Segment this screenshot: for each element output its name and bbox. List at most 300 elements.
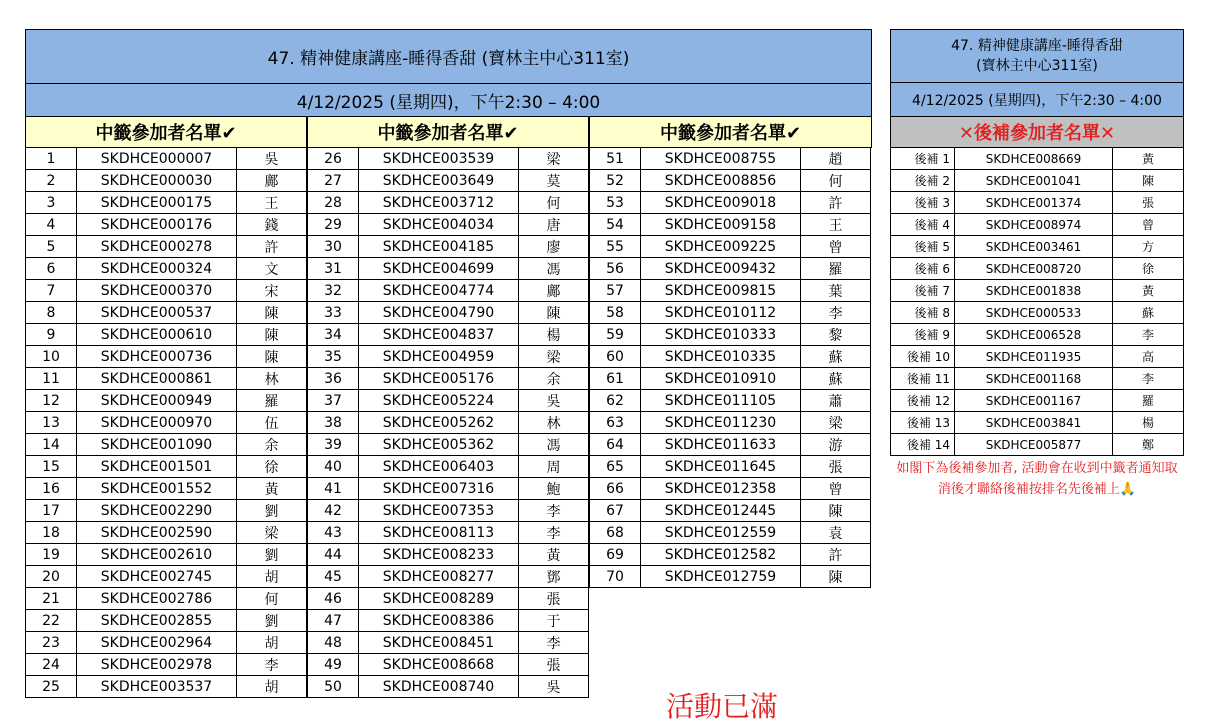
event-date: 4/12/2025 (星期四)，下午2:30 – 4:00 <box>25 84 872 117</box>
table-row <box>890 302 1184 324</box>
member-surname: 黎 <box>801 324 871 346</box>
member-id: SKDHCE011105 <box>641 390 801 412</box>
table-row <box>890 258 1184 280</box>
member-surname: 陳 <box>237 324 307 346</box>
member-id: SKDHCE011633 <box>641 434 801 456</box>
member-surname: 羅 <box>801 258 871 280</box>
member-surname: 游 <box>801 434 871 456</box>
table-row <box>890 324 1184 346</box>
member-id: SKDHCE000030 <box>77 170 237 192</box>
member-id: SKDHCE005362 <box>359 434 519 456</box>
table-row <box>589 280 871 302</box>
member-surname: 劉 <box>237 544 307 566</box>
member-surname: 蕭 <box>801 390 871 412</box>
table-row <box>25 368 307 390</box>
member-surname: 吳 <box>237 148 307 170</box>
row-number: 14 <box>25 434 77 456</box>
member-id: SKDHCE000007 <box>77 148 237 170</box>
row-number: 7 <box>25 280 77 302</box>
member-id: SKDHCE012445 <box>641 500 801 522</box>
table-row <box>307 280 589 302</box>
table-row <box>589 544 871 566</box>
table-row <box>890 412 1184 434</box>
member-id: SKDHCE003539 <box>359 148 519 170</box>
member-surname: 楊 <box>519 324 589 346</box>
waitlist-rank: 後補 10 <box>890 346 955 368</box>
member-surname: 胡 <box>237 632 307 654</box>
member-surname: 陳 <box>237 302 307 324</box>
row-number: 38 <box>307 412 359 434</box>
table-row <box>25 654 307 676</box>
table-row <box>307 566 589 588</box>
member-id: SKDHCE001167 <box>955 390 1113 412</box>
table-row <box>307 324 589 346</box>
member-surname: 余 <box>519 368 589 390</box>
member-id: SKDHCE000176 <box>77 214 237 236</box>
waitlist-rank: 後補 2 <box>890 170 955 192</box>
table-row <box>25 522 307 544</box>
table-row <box>589 302 871 324</box>
table-row <box>25 302 307 324</box>
table-row <box>307 346 589 368</box>
member-surname: 梁 <box>237 522 307 544</box>
member-surname: 鮑 <box>519 478 589 500</box>
member-surname: 錢 <box>237 214 307 236</box>
table-row <box>25 324 307 346</box>
table-row <box>307 544 589 566</box>
row-number: 35 <box>307 346 359 368</box>
member-id: SKDHCE000324 <box>77 258 237 280</box>
table-row <box>589 522 871 544</box>
row-number: 44 <box>307 544 359 566</box>
waitlist-rank: 後補 5 <box>890 236 955 258</box>
member-id: SKDHCE001838 <box>955 280 1113 302</box>
member-surname: 徐 <box>237 456 307 478</box>
member-id: SKDHCE007316 <box>359 478 519 500</box>
row-number: 64 <box>589 434 641 456</box>
table-row <box>589 478 871 500</box>
table-row <box>589 192 871 214</box>
table-row <box>307 588 589 610</box>
winners-grid <box>25 117 872 723</box>
member-id: SKDHCE012358 <box>641 478 801 500</box>
table-row <box>25 148 307 170</box>
member-surname: 許 <box>801 544 871 566</box>
winners-column-1 <box>25 148 307 698</box>
member-surname: 梁 <box>519 148 589 170</box>
table-row <box>307 368 589 390</box>
member-surname: 劉 <box>237 610 307 632</box>
winners-column-3 <box>589 148 871 588</box>
row-number: 47 <box>307 610 359 632</box>
row-number: 13 <box>25 412 77 434</box>
member-surname: 鄺 <box>519 280 589 302</box>
member-surname: 廖 <box>519 236 589 258</box>
table-row <box>25 434 307 456</box>
member-id: SKDHCE002745 <box>77 566 237 588</box>
member-surname: 高 <box>1113 346 1184 368</box>
waitlist-rank: 後補 9 <box>890 324 955 346</box>
member-surname: 袁 <box>801 522 871 544</box>
row-number: 67 <box>589 500 641 522</box>
member-id: SKDHCE000175 <box>77 192 237 214</box>
member-surname: 宋 <box>237 280 307 302</box>
member-id: SKDHCE002855 <box>77 610 237 632</box>
row-number: 15 <box>25 456 77 478</box>
table-row <box>25 236 307 258</box>
member-id: SKDHCE009018 <box>641 192 801 214</box>
row-number: 1 <box>25 148 77 170</box>
row-number: 63 <box>589 412 641 434</box>
table-row <box>307 478 589 500</box>
member-surname: 方 <box>1113 236 1184 258</box>
row-number: 16 <box>25 478 77 500</box>
table-row <box>25 610 307 632</box>
member-id: SKDHCE000861 <box>77 368 237 390</box>
member-surname: 吳 <box>519 676 589 698</box>
member-id: SKDHCE005176 <box>359 368 519 390</box>
member-id: SKDHCE001041 <box>955 170 1113 192</box>
table-row <box>307 676 589 698</box>
member-surname: 李 <box>1113 324 1184 346</box>
row-number: 49 <box>307 654 359 676</box>
table-row <box>307 632 589 654</box>
member-id: SKDHCE003461 <box>955 236 1113 258</box>
row-number: 59 <box>589 324 641 346</box>
member-id: SKDHCE006403 <box>359 456 519 478</box>
member-id: SKDHCE009225 <box>641 236 801 258</box>
member-surname: 張 <box>1113 192 1184 214</box>
table-row <box>589 258 871 280</box>
member-id: SKDHCE008451 <box>359 632 519 654</box>
member-surname: 李 <box>519 522 589 544</box>
table-row <box>589 148 871 170</box>
table-row <box>25 588 307 610</box>
member-surname: 唐 <box>519 214 589 236</box>
waitlist-rank: 後補 12 <box>890 390 955 412</box>
column-header-1: 中籤參加者名單✔ <box>25 117 307 148</box>
member-id: SKDHCE008113 <box>359 522 519 544</box>
table-row <box>25 214 307 236</box>
member-surname: 吳 <box>519 390 589 412</box>
member-id: SKDHCE001090 <box>77 434 237 456</box>
table-row <box>25 390 307 412</box>
row-number: 52 <box>589 170 641 192</box>
member-id: SKDHCE000970 <box>77 412 237 434</box>
member-id: SKDHCE000610 <box>77 324 237 346</box>
table-row <box>25 566 307 588</box>
member-surname: 羅 <box>237 390 307 412</box>
table-row <box>25 346 307 368</box>
member-surname: 文 <box>237 258 307 280</box>
table-row <box>890 192 1184 214</box>
row-number: 32 <box>307 280 359 302</box>
waitlist-title-line1: 47. 精神健康講座-睡得香甜 <box>951 38 1123 54</box>
table-row <box>589 346 871 368</box>
waitlist-rank: 後補 1 <box>890 148 955 170</box>
member-surname: 張 <box>519 588 589 610</box>
table-row <box>25 500 307 522</box>
row-number: 23 <box>25 632 77 654</box>
row-number: 27 <box>307 170 359 192</box>
row-number: 17 <box>25 500 77 522</box>
row-number: 40 <box>307 456 359 478</box>
member-id: SKDHCE008668 <box>359 654 519 676</box>
member-id: SKDHCE011645 <box>641 456 801 478</box>
table-row <box>307 236 589 258</box>
member-surname: 胡 <box>237 566 307 588</box>
table-row <box>25 478 307 500</box>
table-row <box>589 566 871 588</box>
member-id: SKDHCE006528 <box>955 324 1113 346</box>
member-surname: 梁 <box>519 346 589 368</box>
member-id: SKDHCE004185 <box>359 236 519 258</box>
row-number: 19 <box>25 544 77 566</box>
member-id: SKDHCE008289 <box>359 588 519 610</box>
row-number: 42 <box>307 500 359 522</box>
row-number: 62 <box>589 390 641 412</box>
member-id: SKDHCE002610 <box>77 544 237 566</box>
table-row <box>25 412 307 434</box>
row-number: 6 <box>25 258 77 280</box>
row-number: 29 <box>307 214 359 236</box>
member-surname: 鄺 <box>237 170 307 192</box>
row-number: 50 <box>307 676 359 698</box>
waitlist-table <box>890 148 1184 456</box>
row-number: 30 <box>307 236 359 258</box>
event-full-notice: 活動已滿 <box>666 690 779 723</box>
member-surname: 王 <box>237 192 307 214</box>
member-id: SKDHCE008974 <box>955 214 1113 236</box>
row-number: 10 <box>25 346 77 368</box>
table-row <box>307 610 589 632</box>
table-row <box>890 346 1184 368</box>
member-surname: 羅 <box>1113 390 1184 412</box>
member-id: SKDHCE004959 <box>359 346 519 368</box>
member-surname: 伍 <box>237 412 307 434</box>
waitlist-title-line2: (寶林主中心311室) <box>976 58 1098 74</box>
table-row <box>589 170 871 192</box>
event-title: 47. 精神健康講座-睡得香甜 (寶林主中心311室) <box>25 29 872 84</box>
member-surname: 馮 <box>519 258 589 280</box>
member-surname: 梁 <box>801 412 871 434</box>
member-surname: 曾 <box>801 478 871 500</box>
row-number: 60 <box>589 346 641 368</box>
member-surname: 陳 <box>801 500 871 522</box>
row-number: 8 <box>25 302 77 324</box>
table-row <box>307 258 589 280</box>
member-surname: 曾 <box>801 236 871 258</box>
member-id: SKDHCE009432 <box>641 258 801 280</box>
table-row <box>307 522 589 544</box>
table-row <box>589 390 871 412</box>
member-surname: 林 <box>519 412 589 434</box>
row-number: 66 <box>589 478 641 500</box>
member-id: SKDHCE000736 <box>77 346 237 368</box>
member-surname: 陳 <box>237 346 307 368</box>
member-surname: 張 <box>519 654 589 676</box>
row-number: 69 <box>589 544 641 566</box>
row-number: 39 <box>307 434 359 456</box>
member-id: SKDHCE003712 <box>359 192 519 214</box>
member-id: SKDHCE012559 <box>641 522 801 544</box>
member-id: SKDHCE003841 <box>955 412 1113 434</box>
member-surname: 黃 <box>519 544 589 566</box>
row-number: 57 <box>589 280 641 302</box>
row-number: 61 <box>589 368 641 390</box>
member-surname: 李 <box>1113 368 1184 390</box>
member-surname: 劉 <box>237 500 307 522</box>
table-row <box>307 214 589 236</box>
table-row <box>307 456 589 478</box>
member-surname: 于 <box>519 610 589 632</box>
member-surname: 李 <box>237 654 307 676</box>
table-row <box>307 302 589 324</box>
member-id: SKDHCE010333 <box>641 324 801 346</box>
row-number: 55 <box>589 236 641 258</box>
row-number: 45 <box>307 566 359 588</box>
member-id: SKDHCE003649 <box>359 170 519 192</box>
member-surname: 黃 <box>237 478 307 500</box>
member-id: SKDHCE002964 <box>77 632 237 654</box>
table-row <box>589 456 871 478</box>
member-id: SKDHCE002786 <box>77 588 237 610</box>
table-row <box>307 412 589 434</box>
member-id: SKDHCE002590 <box>77 522 237 544</box>
member-surname: 陳 <box>801 566 871 588</box>
member-id: SKDHCE009158 <box>641 214 801 236</box>
row-number: 12 <box>25 390 77 412</box>
table-row <box>890 236 1184 258</box>
member-id: SKDHCE000370 <box>77 280 237 302</box>
member-id: SKDHCE003537 <box>77 676 237 698</box>
table-row <box>307 192 589 214</box>
row-number: 48 <box>307 632 359 654</box>
member-surname: 徐 <box>1113 258 1184 280</box>
member-id: SKDHCE000537 <box>77 302 237 324</box>
member-id: SKDHCE010112 <box>641 302 801 324</box>
row-number: 3 <box>25 192 77 214</box>
member-surname: 李 <box>519 500 589 522</box>
row-number: 51 <box>589 148 641 170</box>
member-id: SKDHCE008233 <box>359 544 519 566</box>
member-surname: 黃 <box>1113 280 1184 302</box>
member-surname: 莫 <box>519 170 589 192</box>
member-surname: 余 <box>237 434 307 456</box>
table-row <box>890 434 1184 456</box>
member-id: SKDHCE000533 <box>955 302 1113 324</box>
member-id: SKDHCE007353 <box>359 500 519 522</box>
waitlist-rank: 後補 3 <box>890 192 955 214</box>
row-number: 34 <box>307 324 359 346</box>
member-surname: 李 <box>801 302 871 324</box>
table-row <box>307 434 589 456</box>
member-surname: 王 <box>801 214 871 236</box>
member-surname: 鄭 <box>1113 434 1184 456</box>
member-surname: 蘇 <box>801 346 871 368</box>
table-row <box>307 170 589 192</box>
member-id: SKDHCE002290 <box>77 500 237 522</box>
member-surname: 何 <box>801 170 871 192</box>
member-id: SKDHCE005224 <box>359 390 519 412</box>
row-number: 33 <box>307 302 359 324</box>
table-row <box>25 258 307 280</box>
member-id: SKDHCE010335 <box>641 346 801 368</box>
member-surname: 許 <box>801 192 871 214</box>
table-row <box>307 390 589 412</box>
waitlist-rank: 後補 6 <box>890 258 955 280</box>
member-id: SKDHCE005262 <box>359 412 519 434</box>
table-row <box>890 148 1184 170</box>
member-id: SKDHCE011230 <box>641 412 801 434</box>
member-id: SKDHCE008669 <box>955 148 1113 170</box>
member-surname: 周 <box>519 456 589 478</box>
member-surname: 陳 <box>519 302 589 324</box>
row-number: 65 <box>589 456 641 478</box>
member-id: SKDHCE012582 <box>641 544 801 566</box>
member-surname: 馮 <box>519 434 589 456</box>
member-id: SKDHCE011935 <box>955 346 1113 368</box>
member-id: SKDHCE002978 <box>77 654 237 676</box>
row-number: 25 <box>25 676 77 698</box>
table-row <box>589 214 871 236</box>
member-surname: 楊 <box>1113 412 1184 434</box>
row-number: 56 <box>589 258 641 280</box>
member-id: SKDHCE001552 <box>77 478 237 500</box>
row-number: 21 <box>25 588 77 610</box>
row-number: 18 <box>25 522 77 544</box>
member-surname: 許 <box>237 236 307 258</box>
member-surname: 何 <box>237 588 307 610</box>
winners-column-2 <box>307 148 589 698</box>
member-id: SKDHCE008740 <box>359 676 519 698</box>
member-id: SKDHCE001168 <box>955 368 1113 390</box>
table-row <box>25 192 307 214</box>
table-row <box>307 500 589 522</box>
member-surname: 蘇 <box>1113 302 1184 324</box>
member-id: SKDHCE004699 <box>359 258 519 280</box>
row-number: 31 <box>307 258 359 280</box>
table-row <box>890 390 1184 412</box>
row-number: 53 <box>589 192 641 214</box>
column-header-2: 中籤參加者名單✔ <box>307 117 589 148</box>
member-surname: 葉 <box>801 280 871 302</box>
member-id: SKDHCE000278 <box>77 236 237 258</box>
table-row <box>307 148 589 170</box>
member-id: SKDHCE008386 <box>359 610 519 632</box>
waitlist-rank: 後補 14 <box>890 434 955 456</box>
member-id: SKDHCE004774 <box>359 280 519 302</box>
table-row <box>25 544 307 566</box>
waitlist-rank: 後補 7 <box>890 280 955 302</box>
member-surname: 李 <box>519 632 589 654</box>
member-id: SKDHCE001501 <box>77 456 237 478</box>
member-id: SKDHCE008856 <box>641 170 801 192</box>
row-number: 41 <box>307 478 359 500</box>
table-row <box>589 324 871 346</box>
member-id: SKDHCE008755 <box>641 148 801 170</box>
table-row <box>589 412 871 434</box>
member-surname: 黃 <box>1113 148 1184 170</box>
member-surname: 鄧 <box>519 566 589 588</box>
row-number: 28 <box>307 192 359 214</box>
table-row <box>25 456 307 478</box>
column-header-3: 中籤參加者名單✔ <box>589 117 872 148</box>
row-number: 11 <box>25 368 77 390</box>
table-row <box>589 236 871 258</box>
member-id: SKDHCE012759 <box>641 566 801 588</box>
waitlist-event-date: 4/12/2025 (星期四)，下午2:30 – 4:00 <box>890 83 1184 117</box>
